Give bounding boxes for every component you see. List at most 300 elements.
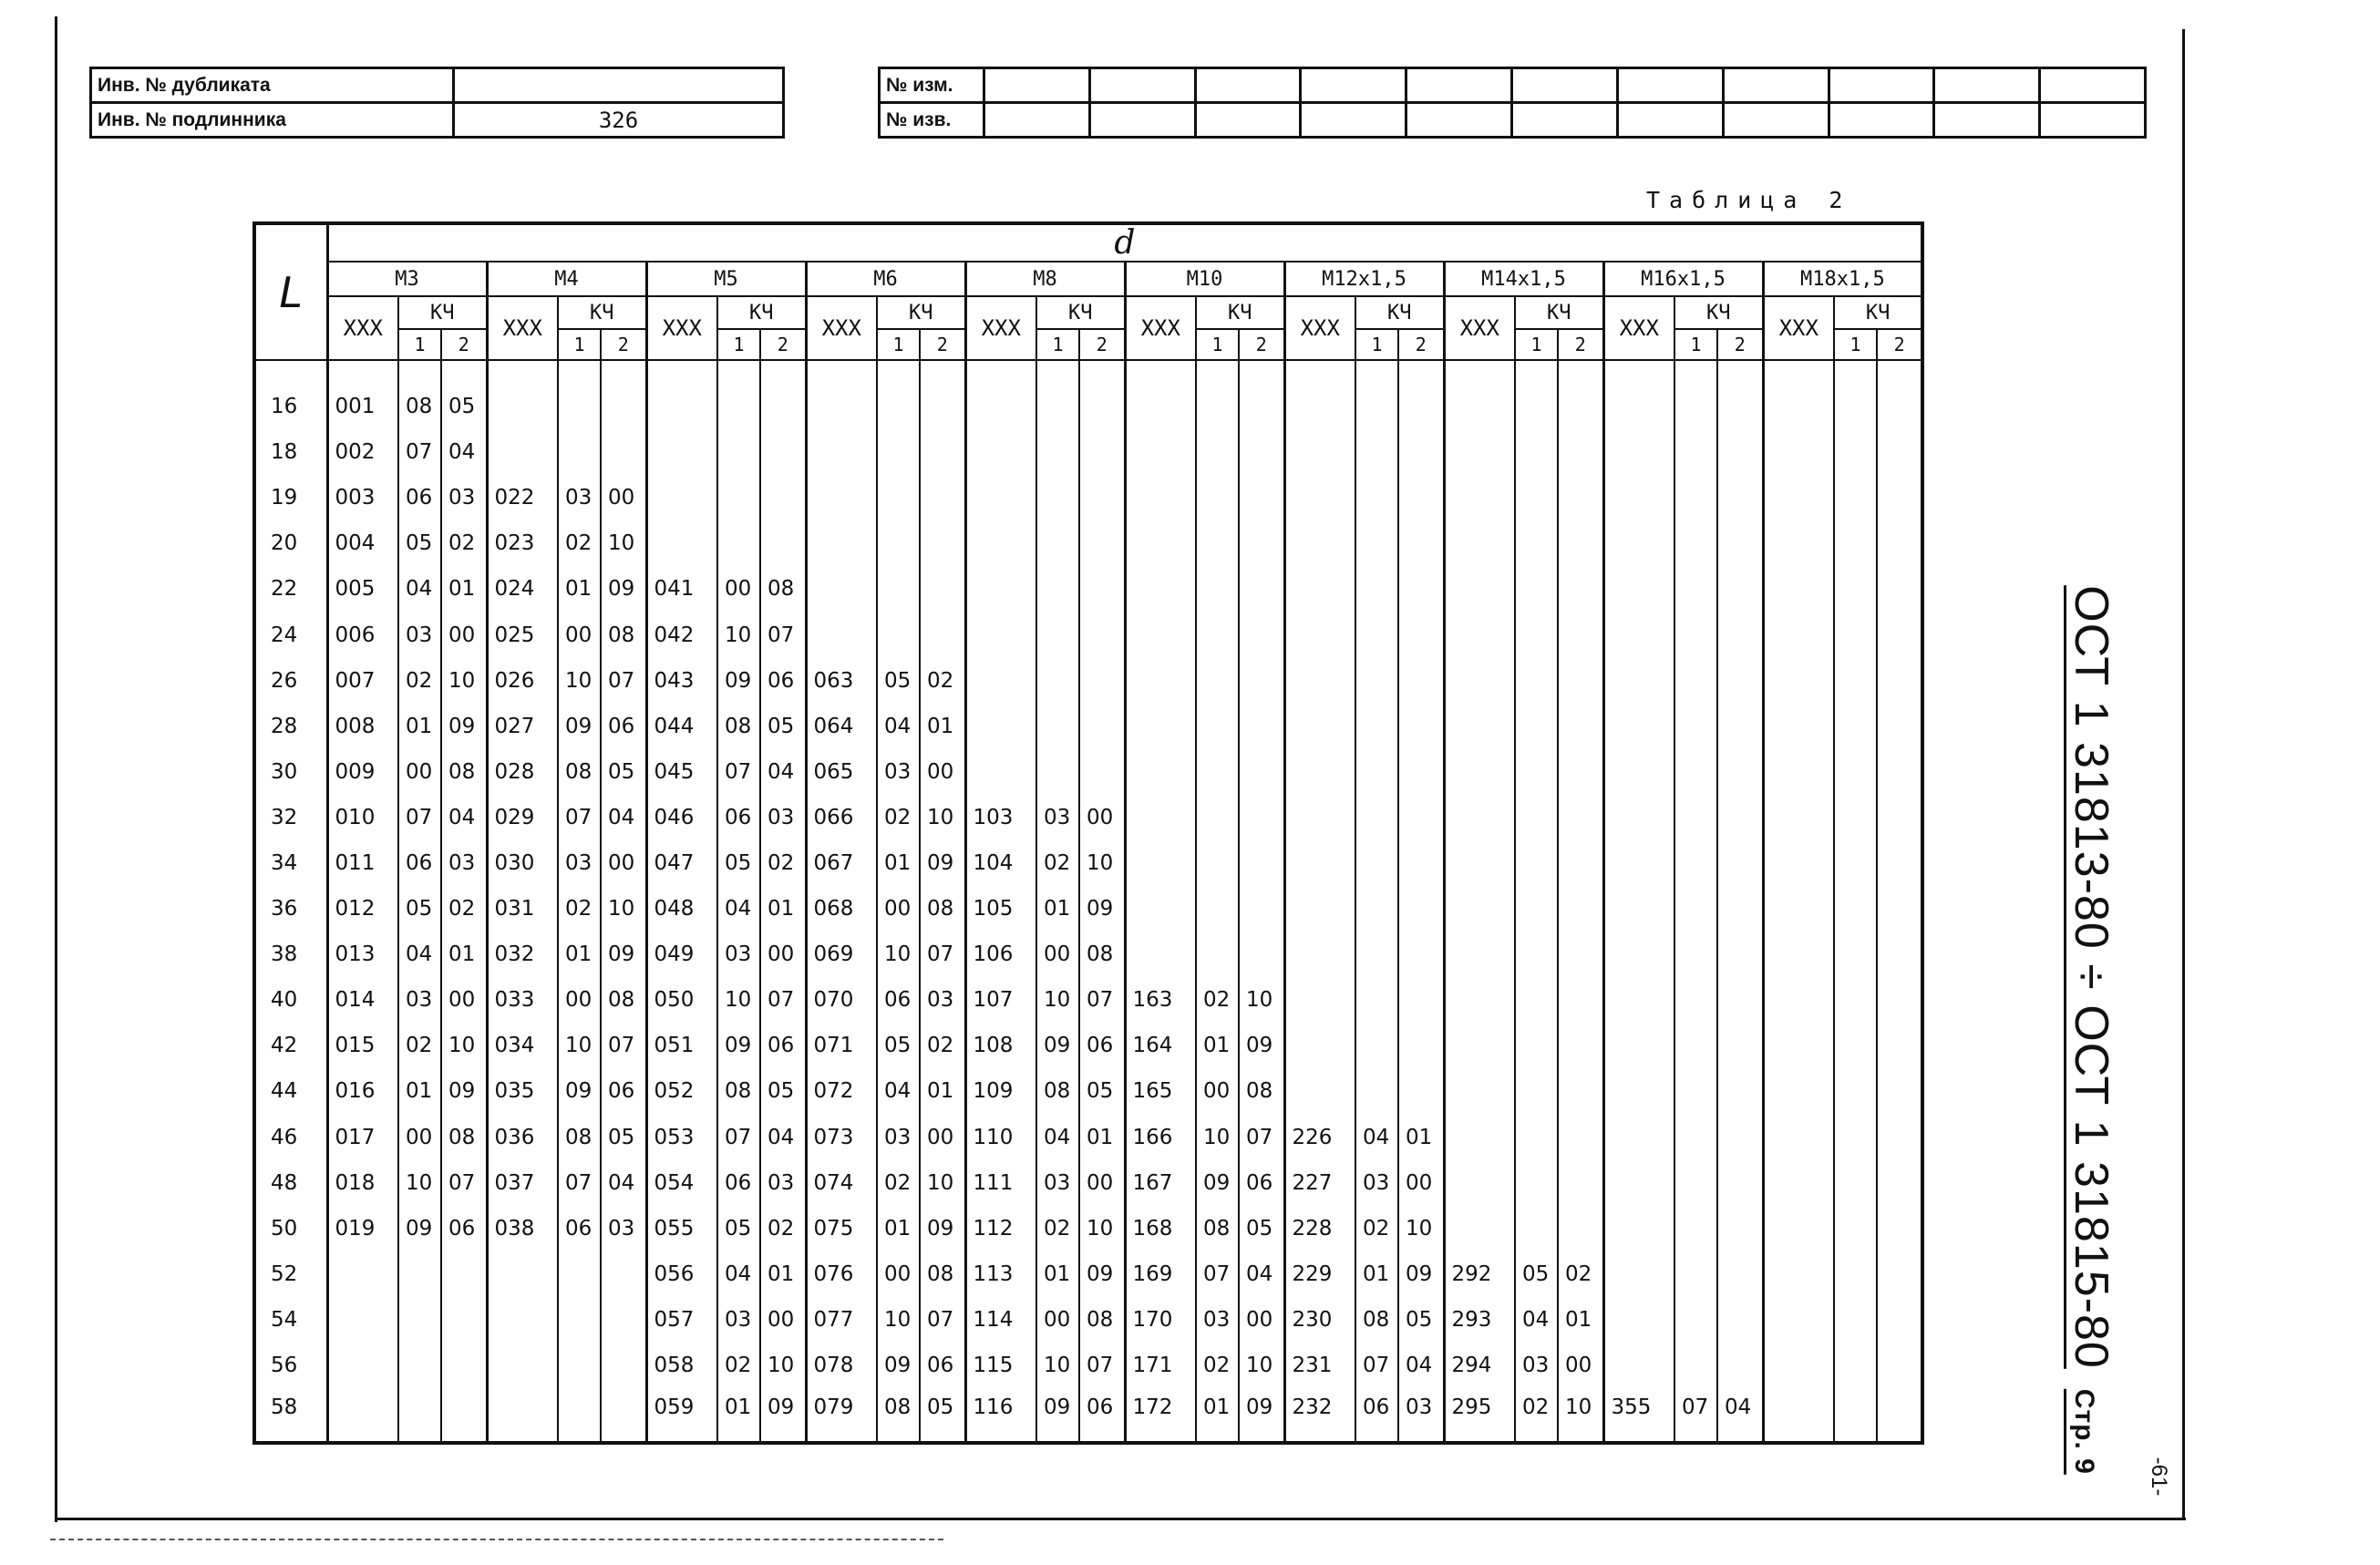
kch-2-cell: 04 (1717, 1388, 1763, 1443)
xxx-code-cell (1763, 384, 1834, 429)
xxx-code-cell (1284, 886, 1355, 932)
kch-2-cell (1877, 1251, 1922, 1297)
kch-1-cell (1515, 1206, 1558, 1251)
kch-2-cell: 07 (920, 1297, 965, 1343)
kch-2-cell (1877, 704, 1922, 749)
xxx-code-cell (1603, 384, 1674, 429)
standard-designation: ОСТ 1 31813-80 ÷ ОСТ 1 31815-80 (2065, 585, 2117, 1369)
xxx-code-cell (806, 520, 877, 566)
xxx-code-cell: 227 (1284, 1160, 1355, 1206)
kch-1-cell (1196, 886, 1239, 932)
kch-1-cell: 09 (398, 1206, 441, 1251)
spacer-cell (1036, 360, 1079, 384)
kch-1-cell (1834, 795, 1877, 840)
xxx-code-cell: 024 (487, 566, 558, 612)
kch-2-cell (1398, 475, 1444, 520)
kch-2-cell: 04 (441, 795, 487, 840)
xxx-code-cell: 008 (327, 704, 398, 749)
kch-2-cell (1717, 1251, 1763, 1297)
kch-2-cell: 05 (1079, 1068, 1125, 1114)
table-row (254, 520, 1922, 566)
kch-1-cell (1834, 1343, 1877, 1388)
kch-1-cell: 00 (717, 566, 760, 612)
cut-line (50, 1539, 943, 1540)
kch-1-cell (1196, 704, 1239, 749)
xxx-code-cell (965, 384, 1036, 429)
duplicate-inventory-label: Инв. № дубликата (91, 68, 454, 103)
kch-1-cell (1515, 840, 1558, 886)
kch-1-cell (1834, 1206, 1877, 1251)
notice-cell (984, 103, 1090, 138)
kch-2-cell: 09 (601, 932, 646, 977)
kch-1-cell: 09 (717, 1023, 760, 1068)
kch-2-cell: 03 (601, 1206, 646, 1251)
xxx-code-cell (806, 475, 877, 520)
kch-1-cell (558, 1251, 601, 1297)
kch-1-cell: 01 (717, 1388, 760, 1443)
thread-size-header: M3 (327, 262, 487, 296)
kch-2-cell: 06 (760, 658, 806, 704)
xxx-code-cell (1284, 429, 1355, 475)
xxx-code-cell (806, 566, 877, 612)
kch-1-cell: 07 (398, 795, 441, 840)
spacer-cell (1125, 360, 1196, 384)
kch-2-cell: 00 (601, 475, 646, 520)
xxx-code-cell (1603, 1160, 1674, 1206)
kch-2-cell (1717, 429, 1763, 475)
kch-1-cell: 04 (1036, 1115, 1079, 1160)
xxx-code-cell (1763, 520, 1834, 566)
xxx-code-cell: 013 (327, 932, 398, 977)
table-row (254, 429, 1922, 475)
kch-1-cell (1196, 658, 1239, 704)
xxx-code-cell (1444, 704, 1515, 749)
xxx-header: XXX (1603, 296, 1674, 360)
xxx-code-cell (1603, 566, 1674, 612)
kch-header: КЧ (1834, 296, 1922, 329)
original-inventory-value: 326 (454, 103, 784, 138)
kch-1-cell (877, 612, 920, 657)
xxx-code-cell: 051 (646, 1023, 717, 1068)
kch-2-cell: 03 (920, 977, 965, 1023)
kch-2-cell (1398, 384, 1444, 429)
kch-header: КЧ (1036, 296, 1125, 329)
kch-2-cell (1239, 795, 1284, 840)
xxx-code-cell: 015 (327, 1023, 398, 1068)
xxx-code-cell (806, 384, 877, 429)
kch-col-2-header: 2 (1717, 329, 1763, 360)
kch-2-cell: 08 (1239, 1068, 1284, 1114)
xxx-code-cell: 165 (1125, 1068, 1196, 1114)
xxx-code-cell: 049 (646, 932, 717, 977)
kch-1-cell: 08 (877, 1388, 920, 1443)
length-cell: 30 (254, 749, 327, 795)
kch-1-cell: 00 (558, 977, 601, 1023)
kch-1-cell (1355, 977, 1398, 1023)
kch-2-cell (920, 429, 965, 475)
xxx-code-cell (1763, 1297, 1834, 1343)
xxx-code-cell: 074 (806, 1160, 877, 1206)
kch-1-cell (1196, 612, 1239, 657)
kch-2-cell (1558, 795, 1603, 840)
xxx-code-cell (1444, 566, 1515, 612)
kch-2-cell: 09 (441, 1068, 487, 1114)
kch-1-cell: 09 (877, 1343, 920, 1388)
xxx-code-cell (1603, 520, 1674, 566)
kch-1-cell: 02 (1036, 840, 1079, 886)
kch-1-cell (1674, 977, 1717, 1023)
xxx-code-cell (1763, 795, 1834, 840)
spacer-cell (717, 360, 760, 384)
xxx-code-cell: 011 (327, 840, 398, 886)
spacer-cell (1558, 360, 1603, 384)
kch-1-cell (558, 1388, 601, 1443)
xxx-code-cell (1284, 840, 1355, 886)
kch-1-cell: 02 (398, 1023, 441, 1068)
kch-2-cell (1239, 749, 1284, 795)
kch-2-cell: 02 (760, 1206, 806, 1251)
thread-size-header: M12x1,5 (1284, 262, 1444, 296)
xxx-code-cell: 025 (487, 612, 558, 657)
kch-1-cell: 01 (398, 704, 441, 749)
kch-1-cell: 09 (717, 658, 760, 704)
kch-1-cell (1515, 977, 1558, 1023)
kch-1-cell (1674, 932, 1717, 977)
xxx-code-cell (1284, 612, 1355, 657)
kch-1-cell (1674, 1160, 1717, 1206)
kch-2-cell (920, 384, 965, 429)
kch-2-cell: 08 (920, 886, 965, 932)
kch-1-cell: 01 (1036, 1251, 1079, 1297)
kch-2-cell (920, 475, 965, 520)
kch-2-cell: 01 (760, 886, 806, 932)
kch-1-cell: 07 (717, 749, 760, 795)
kch-1-cell (1674, 795, 1717, 840)
kch-1-cell (1036, 566, 1079, 612)
kch-1-cell: 03 (1036, 1160, 1079, 1206)
xxx-code-cell: 113 (965, 1251, 1036, 1297)
xxx-code-cell (1444, 932, 1515, 977)
kch-2-cell (441, 1388, 487, 1443)
xxx-code-cell (1125, 475, 1196, 520)
xxx-code-cell (1284, 475, 1355, 520)
xxx-code-cell: 116 (965, 1388, 1036, 1443)
kch-2-cell: 01 (1558, 1297, 1603, 1343)
spacer-cell (254, 360, 327, 384)
kch-1-cell: 10 (717, 977, 760, 1023)
spacer-cell (965, 360, 1036, 384)
xxx-code-cell (1444, 520, 1515, 566)
spacer-cell (1717, 360, 1763, 384)
kch-2-cell (1877, 1206, 1922, 1251)
xxx-code-cell (1763, 1023, 1834, 1068)
xxx-code-cell: 037 (487, 1160, 558, 1206)
length-cell: 56 (254, 1343, 327, 1388)
xxx-code-cell: 002 (327, 429, 398, 475)
xxx-code-cell (1125, 749, 1196, 795)
kch-2-cell: 05 (601, 1115, 646, 1160)
xxx-code-cell (1603, 1251, 1674, 1297)
kch-1-cell: 04 (1515, 1297, 1558, 1343)
length-cell: 40 (254, 977, 327, 1023)
length-cell: 18 (254, 429, 327, 475)
kch-1-cell: 10 (1036, 1343, 1079, 1388)
notice-cell (1512, 103, 1618, 138)
kch-1-cell (877, 429, 920, 475)
kch-1-cell: 03 (717, 932, 760, 977)
kch-2-cell: 10 (601, 886, 646, 932)
kch-2-cell: 10 (441, 1023, 487, 1068)
kch-1-cell (1515, 886, 1558, 932)
table-row (254, 475, 1922, 520)
notice-cell (1089, 103, 1195, 138)
kch-1-cell (1834, 1251, 1877, 1297)
sheet-number: -61- (2147, 1457, 2171, 1497)
xxx-code-cell (1763, 932, 1834, 977)
xxx-code-cell (1603, 1023, 1674, 1068)
xxx-code-cell: 058 (646, 1343, 717, 1388)
kch-2-cell (1877, 520, 1922, 566)
kch-2-cell: 08 (441, 1115, 487, 1160)
kch-1-cell: 01 (558, 932, 601, 977)
kch-2-cell (1877, 840, 1922, 886)
kch-1-cell (877, 475, 920, 520)
standard-title (2064, 585, 2118, 1475)
xxx-code-cell (1603, 1206, 1674, 1251)
xxx-code-cell: 036 (487, 1115, 558, 1160)
xxx-code-cell: 168 (1125, 1206, 1196, 1251)
kch-1-cell: 10 (398, 1160, 441, 1206)
thread-size-header: M14x1,5 (1444, 262, 1603, 296)
frame-left-border (55, 16, 57, 1522)
kch-2-cell: 07 (1079, 977, 1125, 1023)
kch-2-cell (1717, 658, 1763, 704)
kch-col-1-header: 1 (1834, 329, 1877, 360)
kch-2-cell (1717, 795, 1763, 840)
xxx-code-cell (1284, 384, 1355, 429)
kch-1-cell: 04 (398, 932, 441, 977)
kch-1-cell: 07 (558, 795, 601, 840)
xxx-code-cell (646, 475, 717, 520)
kch-col-2-header: 2 (1877, 329, 1922, 360)
kch-1-cell: 10 (558, 1023, 601, 1068)
kch-1-cell: 02 (558, 520, 601, 566)
xxx-code-cell: 038 (487, 1206, 558, 1251)
xxx-code-cell (806, 429, 877, 475)
kch-1-cell (398, 1343, 441, 1388)
kch-1-cell: 03 (1196, 1297, 1239, 1343)
xxx-code-cell: 023 (487, 520, 558, 566)
xxx-code-cell: 019 (327, 1206, 398, 1251)
kch-2-cell (1877, 749, 1922, 795)
spacer-cell (1239, 360, 1284, 384)
kch-1-cell: 04 (877, 1068, 920, 1114)
kch-2-cell: 01 (920, 704, 965, 749)
kch-1-cell (1196, 429, 1239, 475)
spacer-cell (327, 360, 398, 384)
xxx-code-cell (1763, 566, 1834, 612)
spacer-cell (1355, 360, 1398, 384)
xxx-code-cell (965, 475, 1036, 520)
xxx-code-cell: 106 (965, 932, 1036, 977)
xxx-code-cell (1444, 384, 1515, 429)
xxx-code-cell (1603, 1068, 1674, 1114)
kch-1-cell: 10 (558, 658, 601, 704)
kch-2-cell (1558, 612, 1603, 657)
kch-2-cell: 10 (1398, 1206, 1444, 1251)
kch-2-cell (601, 1251, 646, 1297)
xxx-code-cell: 110 (965, 1115, 1036, 1160)
xxx-code-cell (1284, 566, 1355, 612)
kch-2-cell: 09 (1079, 1251, 1125, 1297)
xxx-code-cell: 045 (646, 749, 717, 795)
spacer-cell (1079, 360, 1125, 384)
kch-2-cell (1558, 475, 1603, 520)
xxx-code-cell: 226 (1284, 1115, 1355, 1160)
kch-1-cell: 08 (717, 704, 760, 749)
kch-2-cell (1717, 977, 1763, 1023)
kch-2-cell: 07 (760, 977, 806, 1023)
kch-1-cell (1674, 1023, 1717, 1068)
kch-2-cell: 06 (601, 1068, 646, 1114)
xxx-code-cell (965, 704, 1036, 749)
kch-2-cell (1877, 566, 1922, 612)
kch-1-cell: 02 (398, 658, 441, 704)
kch-1-cell (1355, 704, 1398, 749)
kch-1-cell (1355, 1068, 1398, 1114)
xxx-code-cell (1603, 886, 1674, 932)
kch-2-cell: 06 (1079, 1023, 1125, 1068)
kch-2-cell: 01 (1079, 1115, 1125, 1160)
kch-1-cell: 03 (1036, 795, 1079, 840)
kch-1-cell: 02 (717, 1343, 760, 1388)
xxx-code-cell (1125, 520, 1196, 566)
xxx-code-cell (1763, 1160, 1834, 1206)
kch-1-cell: 02 (1196, 1343, 1239, 1388)
kch-1-cell (1515, 520, 1558, 566)
kch-2-cell: 09 (441, 704, 487, 749)
kch-2-cell (1558, 1023, 1603, 1068)
kch-2-cell (1877, 1068, 1922, 1114)
xxx-code-cell (806, 612, 877, 657)
xxx-code-cell: 016 (327, 1068, 398, 1114)
kch-1-cell (558, 1343, 601, 1388)
kch-1-cell: 04 (717, 1251, 760, 1297)
kch-1-cell: 05 (877, 658, 920, 704)
kch-2-cell (1877, 429, 1922, 475)
kch-2-cell (441, 1297, 487, 1343)
xxx-code-cell: 229 (1284, 1251, 1355, 1297)
spacer-cell (760, 360, 806, 384)
kch-1-cell (1196, 566, 1239, 612)
xxx-code-cell: 114 (965, 1297, 1036, 1343)
xxx-code-cell (965, 520, 1036, 566)
xxx-code-cell (965, 749, 1036, 795)
table-row (254, 1115, 1922, 1160)
kch-1-cell: 04 (877, 704, 920, 749)
kch-1-cell: 09 (1036, 1388, 1079, 1443)
kch-1-cell: 01 (558, 566, 601, 612)
kch-2-cell (1398, 795, 1444, 840)
xxx-code-cell (1444, 1160, 1515, 1206)
kch-2-cell: 10 (441, 658, 487, 704)
kch-1-cell: 04 (717, 886, 760, 932)
table-row (254, 1297, 1922, 1343)
kch-1-cell (558, 384, 601, 429)
kch-2-cell: 09 (1398, 1251, 1444, 1297)
kch-1-cell: 04 (1355, 1115, 1398, 1160)
kch-2-cell: 03 (760, 1160, 806, 1206)
table-row (254, 1068, 1922, 1114)
xxx-code-cell (1763, 704, 1834, 749)
kch-2-cell: 04 (1239, 1251, 1284, 1297)
kch-1-cell (1834, 520, 1877, 566)
spacer-cell (1515, 360, 1558, 384)
notice-cell (1723, 103, 1829, 138)
kch-1-cell (1834, 1068, 1877, 1114)
xxx-code-cell: 108 (965, 1023, 1036, 1068)
kch-1-cell: 06 (877, 977, 920, 1023)
kch-1-cell: 00 (877, 886, 920, 932)
xxx-code-cell (1444, 658, 1515, 704)
kch-2-cell: 00 (920, 1115, 965, 1160)
change-number-label: № изм. (880, 68, 984, 103)
xxx-code-cell: 068 (806, 886, 877, 932)
kch-1-cell (1515, 658, 1558, 704)
kch-1-cell (1674, 612, 1717, 657)
xxx-code-cell: 027 (487, 704, 558, 749)
kch-2-cell (441, 1251, 487, 1297)
kch-col-2-header: 2 (1558, 329, 1603, 360)
xxx-code-cell: 172 (1125, 1388, 1196, 1443)
notice-cell (1301, 103, 1406, 138)
xxx-code-cell (965, 612, 1036, 657)
kch-2-cell: 01 (441, 566, 487, 612)
kch-2-cell (1239, 612, 1284, 657)
kch-2-cell (1717, 384, 1763, 429)
kch-2-cell (920, 520, 965, 566)
kch-1-cell (1834, 1160, 1877, 1206)
kch-2-cell (1717, 612, 1763, 657)
kch-2-cell: 04 (760, 749, 806, 795)
spacer-cell (806, 360, 877, 384)
kch-1-cell (1834, 658, 1877, 704)
kch-1-cell: 08 (1355, 1297, 1398, 1343)
xxx-code-cell (1763, 658, 1834, 704)
kch-header: КЧ (1515, 296, 1603, 329)
kch-2-cell: 08 (601, 977, 646, 1023)
xxx-code-cell (1284, 1023, 1355, 1068)
xxx-code-cell: 079 (806, 1388, 877, 1443)
xxx-code-cell: 078 (806, 1343, 877, 1388)
notice-cell (1406, 103, 1512, 138)
kch-2-cell: 05 (760, 1068, 806, 1114)
xxx-code-cell: 232 (1284, 1388, 1355, 1443)
xxx-code-cell (327, 1297, 398, 1343)
kch-1-cell: 00 (1196, 1068, 1239, 1114)
kch-1-cell: 01 (1036, 886, 1079, 932)
xxx-header: XXX (327, 296, 398, 360)
kch-1-cell: 10 (717, 612, 760, 657)
table-row (254, 795, 1922, 840)
xxx-code-cell: 007 (327, 658, 398, 704)
kch-1-cell (1515, 1115, 1558, 1160)
xxx-code-cell (1125, 932, 1196, 977)
length-cell: 22 (254, 566, 327, 612)
kch-1-cell (1036, 704, 1079, 749)
kch-2-cell (1079, 520, 1125, 566)
kch-2-cell: 00 (760, 932, 806, 977)
